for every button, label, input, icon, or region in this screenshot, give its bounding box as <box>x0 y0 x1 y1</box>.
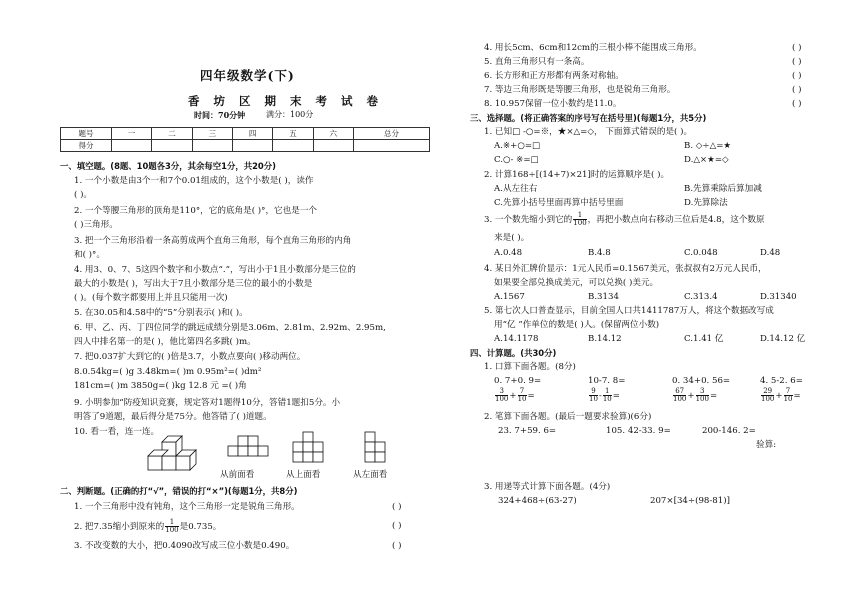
choice-q3-option-a[interactable]: A.0.48 <box>494 248 523 258</box>
score-table-score-row <box>61 140 430 152</box>
judge-q7: 7. 等边三角形既是等腰三角形，也是锐角三角形。 <box>484 85 676 95</box>
choice-q2-option-c[interactable]: C.先算小括号里面再算中括号里面 <box>494 198 624 208</box>
fill-q9: 9. 小明参加“防疫知识竞赛，规定答对1题得10分，答错1题扣5分。小 <box>74 398 341 408</box>
calc-part3-title: 3. 用递等式计算下面各题。(4分) <box>484 482 611 492</box>
fraction-numerator: 7 <box>518 388 527 396</box>
fraction-denominator: 10 <box>517 395 527 403</box>
choice-q3 <box>484 212 765 227</box>
judge-q2 <box>74 519 221 534</box>
judge-answer-blank[interactable]: ( ) <box>792 99 802 109</box>
judge-q2-text: 2. 把7.35缩小到原来的 <box>74 522 165 532</box>
score-table-cell: 二 <box>152 128 192 140</box>
score-blank[interactable] <box>273 140 313 152</box>
choice-q4-option-b[interactable]: B.3134 <box>588 292 619 302</box>
fraction-denominator: 100 <box>695 395 709 403</box>
fill-q4-cont: 最大的小数是( )，写出大于7且小数部分是三位的最小的小数是 <box>74 279 313 289</box>
fill-q8: 8.0.54kg=( )g 3.48km=( )m 0.95m²=( )dm² <box>74 367 262 377</box>
fraction-denominator: 100 <box>761 395 775 403</box>
oral-calc-1[interactable]: 0. 7+0. 9= <box>494 376 542 386</box>
view-label-side: 从左面看 <box>353 470 388 480</box>
choice-q5: 5. 第七次人口普查显示，目前全国人口共1411787万人，将这个数据改写成 <box>484 306 774 316</box>
fraction-numerator: 3 <box>495 388 508 396</box>
oral-calc-fraction-3[interactable]: $\frac{67}{100}$ + $\frac{3}{100}$ = <box>673 387 718 403</box>
fill-q8-cont: 181cm=( )m 3850g=( )kg 12.8 元 =( )角 <box>74 381 247 391</box>
judge-q5: 5. 直角三角形只有一条高。 <box>484 57 590 67</box>
cube-stack-figure <box>144 432 214 476</box>
fill-q3: 3. 把一个三角形沿着一条高剪成两个直角三角形，每个直角三角形的内角 <box>74 236 352 246</box>
fraction-denominator: 100 <box>573 219 587 227</box>
fraction-numerator: 9 <box>589 388 598 396</box>
view-label-front: 从前面看 <box>220 470 255 480</box>
fraction-denominator: 10 <box>602 395 612 403</box>
fraction <box>673 388 686 403</box>
score-blank[interactable] <box>112 140 152 152</box>
section-4-title: 四、计算题。(共30分) <box>470 348 557 358</box>
choice-q5-option-c[interactable]: C.1.41 亿 <box>684 334 724 344</box>
judge-q3: 3. 不改变数的大小，把0.4090改写成三位小数是0.490。 <box>74 541 295 551</box>
choice-q5-option-d[interactable]: D.14.12 亿 <box>760 334 806 344</box>
oral-calc-fraction-2[interactable]: $\frac{9}{10}$ - $\frac{1}{10}$ = <box>589 387 620 403</box>
choice-q1-option-c[interactable]: C.○- ※=□ <box>494 155 539 165</box>
choice-q1-option-d[interactable]: D.△×★=◇ <box>684 155 729 165</box>
score-table-cell: 一 <box>112 128 152 140</box>
section-1-title: 一、填空题。(8题、10题各3分，其余每空1分，共20分) <box>60 161 276 171</box>
fraction-denominator: 100 <box>165 526 179 534</box>
section-2-title: 二、判断题。(正确的打“√”，错误的打“×”)(每题1分，共8分) <box>60 486 298 496</box>
judge-answer-blank[interactable]: ( ) <box>392 521 402 531</box>
score-blank[interactable] <box>313 140 353 152</box>
fill-q10: 10. 看一看，连一连。 <box>74 427 160 437</box>
judge-answer-blank[interactable]: ( ) <box>792 71 802 81</box>
fill-q7: 7. 把0.037扩大到它的( )倍是3.7，小数点要向( )移动两位。 <box>74 352 306 362</box>
fill-q9-cont: 明答了9道题，最后得分是75分。他答错了( )道题。 <box>74 412 272 422</box>
choice-q5-option-a[interactable]: A.14.1178 <box>494 334 539 344</box>
choice-q2-option-b[interactable]: B.先算乘除后算加减 <box>684 184 762 194</box>
fraction <box>761 388 774 403</box>
top-view-figure <box>291 430 331 464</box>
fraction-numerator: 1 <box>603 388 612 396</box>
judge-answer-blank[interactable]: ( ) <box>792 85 802 95</box>
score-table-header-row <box>61 128 430 140</box>
choice-q3-option-b[interactable]: B.4.8 <box>588 248 611 258</box>
choice-q4-option-d[interactable]: D.31340 <box>760 292 797 302</box>
fraction-numerator: 1 <box>573 212 586 220</box>
score-table-cell: 题号 <box>61 128 112 140</box>
written-calc-1[interactable]: 23. 7+59. 6= <box>498 426 557 436</box>
view-label-top: 从上面看 <box>286 470 321 480</box>
fill-q6: 6. 甲、乙、丙、丁四位同学的跳远成绩分别是3.06m、2.81m、2.92m、2.95m, <box>74 323 386 333</box>
score-blank[interactable] <box>232 140 272 152</box>
fraction <box>573 212 586 227</box>
judge-q1: 1. 一个三角形中没有钝角，这个三角形一定是锐角三角形。 <box>74 502 300 512</box>
calc-part2-title: 2. 笔算下面各题。(最后一题要求验算)(6分) <box>484 412 652 422</box>
fraction-numerator: 29 <box>761 388 774 396</box>
fill-q1-cont: ( )。 <box>74 190 93 200</box>
written-calc-2[interactable]: 105. 42-33. 9= <box>606 426 671 436</box>
fraction-numerator: 3 <box>696 388 709 396</box>
exam-total-score: 满分：100分 <box>266 110 314 119</box>
score-blank[interactable] <box>192 140 232 152</box>
choice-q1-option-a[interactable]: A.※+○=□ <box>494 141 541 151</box>
choice-q1-option-b[interactable]: B. ◇÷△=★ <box>684 141 732 151</box>
fill-q4-cont2: ( )。(每个数字都要用上并且只能用一次) <box>74 293 228 303</box>
fraction-numerator: 1 <box>165 519 178 527</box>
verify-label: 验算: <box>756 440 777 450</box>
fill-q2-cont: ( )三角形。 <box>74 220 118 230</box>
fraction-denominator: 10 <box>589 395 598 403</box>
fill-q3-cont: 和( )°。 <box>74 250 105 260</box>
score-table <box>60 127 430 152</box>
choice-q3-option-c[interactable]: C.0.048 <box>684 248 718 258</box>
fraction-numerator: 7 <box>784 388 793 396</box>
choice-q3-cont: 来是( )。 <box>494 233 530 243</box>
fill-q4: 4. 用3、0、7、5这四个数字和小数点“.”，写出小于1且小数部分是三位的 <box>74 265 356 275</box>
judge-q4: 4. 用长5cm、6cm和12cm的三根小棒不能围成三角形。 <box>484 43 702 53</box>
judge-q8: 8. 10.957保留一位小数约是11.0。 <box>484 99 622 109</box>
calc-part1-title: 1. 口算下面各题。(8分) <box>484 362 576 372</box>
score-table-cell: 六 <box>313 128 353 140</box>
written-calc-3[interactable]: 200-146. 2= <box>702 426 756 436</box>
judge-q6: 6. 长方形和正方形都有两条对称轴。 <box>484 71 624 81</box>
judge-q2-text-end: 是0.735。 <box>179 522 222 532</box>
fill-q1: 1. 一个小数是由3个一和7个0.01组成的，这个小数是( )，读作 <box>74 176 314 186</box>
choice-q1: 1. 已知□ -○=※，★×△=◇， 下面算式错误的是( )。 <box>484 127 693 137</box>
choice-q3-text: 3. 一个数先缩小到它的 <box>484 215 573 225</box>
fill-q6-cont: 四人中排名第一的是( )，他比第四名多跳( )m。 <box>74 337 256 347</box>
front-view-figure <box>226 432 272 462</box>
fraction-denominator: 100 <box>495 395 509 403</box>
oral-calc-2[interactable]: 10-7. 8= <box>588 376 626 386</box>
fraction <box>589 388 598 403</box>
oral-calc-fraction-1[interactable]: $\frac{3}{100}$ + $\frac{7}{10}$ = <box>495 387 535 403</box>
section-3-title: 三、选择题。(将正确答案的序号写在括号里)(每题1分，共5分) <box>470 113 707 123</box>
oral-calc-fraction-4[interactable]: $\frac{29}{100}$ + $\frac{7}{10}$ = <box>761 387 801 403</box>
fraction-denominator: 100 <box>673 395 687 403</box>
score-table-cell: 三 <box>192 128 232 140</box>
choice-q2-option-d[interactable]: D.先算除法 <box>684 198 728 208</box>
exam-time: 时间：70分钟 <box>194 110 246 120</box>
score-table-cell: 总分 <box>353 128 429 140</box>
fill-q5: 5. 在30.05和4.58中的“5”分别表示( )和( )。 <box>74 308 248 318</box>
oral-calc-4[interactable]: 4. 5-2. 6= <box>760 376 803 386</box>
judge-answer-blank[interactable]: ( ) <box>792 43 802 53</box>
fraction <box>495 388 508 403</box>
choice-q3-option-d[interactable]: D.48 <box>760 248 781 258</box>
score-table-cell: 五 <box>273 128 313 140</box>
choice-q5-cont: 用“亿 ”作单位的数是( )人。(保留两位小数) <box>494 320 660 330</box>
step-calc-2[interactable]: 207×[34÷(98-81)] <box>650 496 730 506</box>
score-table-cell: 四 <box>232 128 272 140</box>
choice-q4: 4. 某日外汇牌价显示：1元人民币=0.1567美元，张叔叔有2万元人民币， <box>484 264 767 274</box>
judge-answer-blank[interactable]: ( ) <box>392 502 402 512</box>
score-blank[interactable] <box>353 140 429 152</box>
choice-q5-option-b[interactable]: B.14.12 <box>588 334 622 344</box>
side-view-figure <box>361 430 391 464</box>
fraction <box>165 519 178 534</box>
score-table-cell: 得分 <box>61 140 112 152</box>
fraction-denominator: 10 <box>783 395 793 403</box>
step-calc-1[interactable]: 324+468÷(63-27) <box>498 496 577 506</box>
judge-answer-blank[interactable]: ( ) <box>392 541 402 551</box>
choice-q4-cont: 如果要全部兑换成美元，可以兑换( )美元。 <box>494 278 659 288</box>
fraction <box>603 388 612 403</box>
score-blank[interactable] <box>152 140 192 152</box>
choice-q2: 2. 计算168÷[(14+7)×21]时的运算顺序是( )。 <box>484 170 670 180</box>
oral-calc-3[interactable]: 0. 34+0. 56= <box>672 376 731 386</box>
choice-q4-option-a[interactable]: A.1567 <box>494 292 525 302</box>
choice-q2-option-a[interactable]: A.从左往右 <box>494 184 538 194</box>
choice-q4-option-c[interactable]: C.313.4 <box>684 292 718 302</box>
page-title: 四年级数学(下) <box>200 68 295 83</box>
judge-answer-blank[interactable]: ( ) <box>792 57 802 67</box>
choice-q3-text-end: ，再把小数点向右移动三位后是4.8，这个数原 <box>587 215 765 225</box>
fill-q2: 2. 一个等腰三角形的顶角是110°，它的底角是( )°，它也是一个 <box>74 206 318 216</box>
fraction-numerator: 67 <box>673 388 686 396</box>
fraction <box>696 388 709 403</box>
exam-name: 香 坊 区 期 末 考 试 卷 <box>188 94 384 108</box>
fraction <box>784 388 793 403</box>
fraction <box>518 388 527 403</box>
